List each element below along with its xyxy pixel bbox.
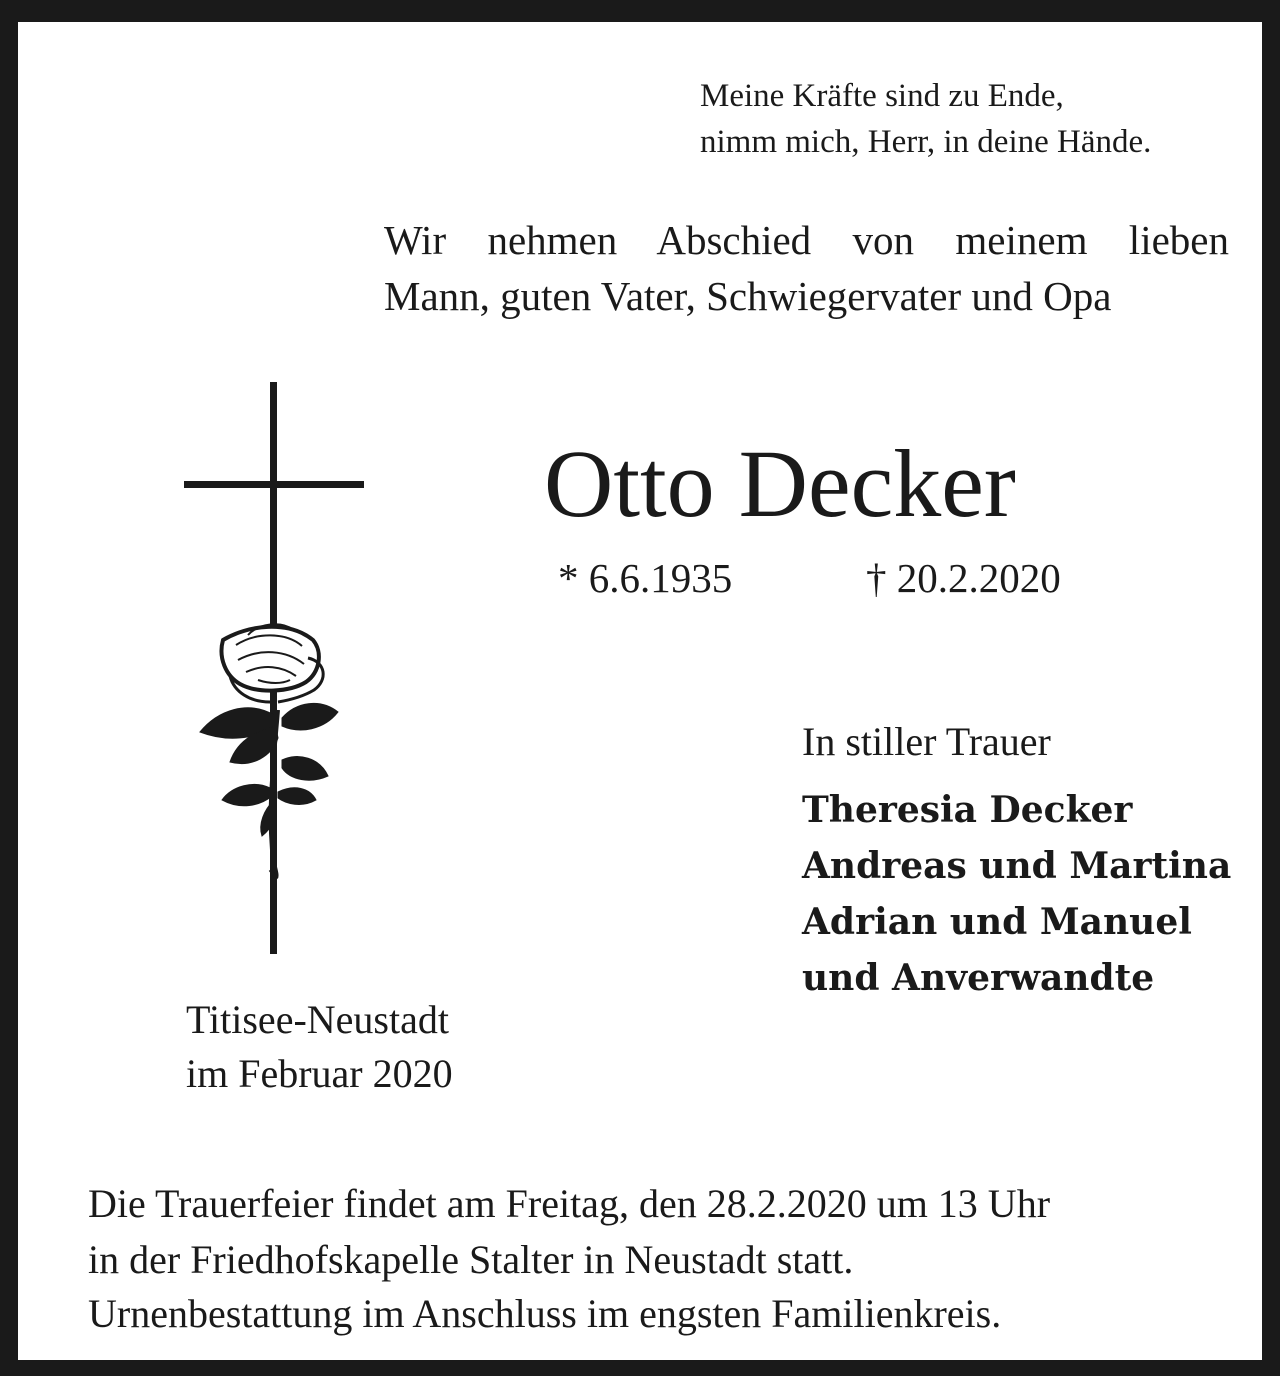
funeral-line-2: in der Friedhofskapelle Stalter in Neustadt statt.	[88, 1237, 854, 1282]
cross-with-rose	[178, 380, 378, 960]
rose-icon	[200, 624, 338, 878]
verse-line-1: Meine Kräfte sind zu Ende,	[700, 78, 1064, 114]
mourner-name: Adrian und Manuel	[802, 901, 1192, 943]
farewell-line-2: Mann, guten Vater, Schwiegervater und Opa	[384, 273, 1112, 319]
mourner-name: und Anverwandte	[802, 957, 1155, 999]
verse-line-2: nimm mich, Herr, in deine Hände.	[700, 124, 1152, 160]
mourner-name: Andreas und Martina	[802, 845, 1232, 887]
mourner-name: Theresia Decker	[802, 789, 1133, 831]
funeral-line-3: Urnenbestattung im Anschluss im engsten Familienkreis.	[88, 1291, 1002, 1336]
place-line-1: Titisee-Neustadt	[186, 997, 449, 1042]
place-line-2: im Februar 2020	[186, 1051, 453, 1096]
deceased-name: Otto Decker	[544, 430, 1016, 537]
mourning-heading: In stiller Trauer	[802, 719, 1051, 764]
death-date: † 20.2.2020	[866, 555, 1061, 601]
birth-date: * 6.6.1935	[558, 555, 733, 601]
farewell-line-1: Wir nehmen Abschied von meinem lieben	[384, 217, 1229, 263]
funeral-line-1: Die Trauerfeier findet am Freitag, den 28.2.2020 um 13 Uhr	[88, 1181, 1051, 1226]
